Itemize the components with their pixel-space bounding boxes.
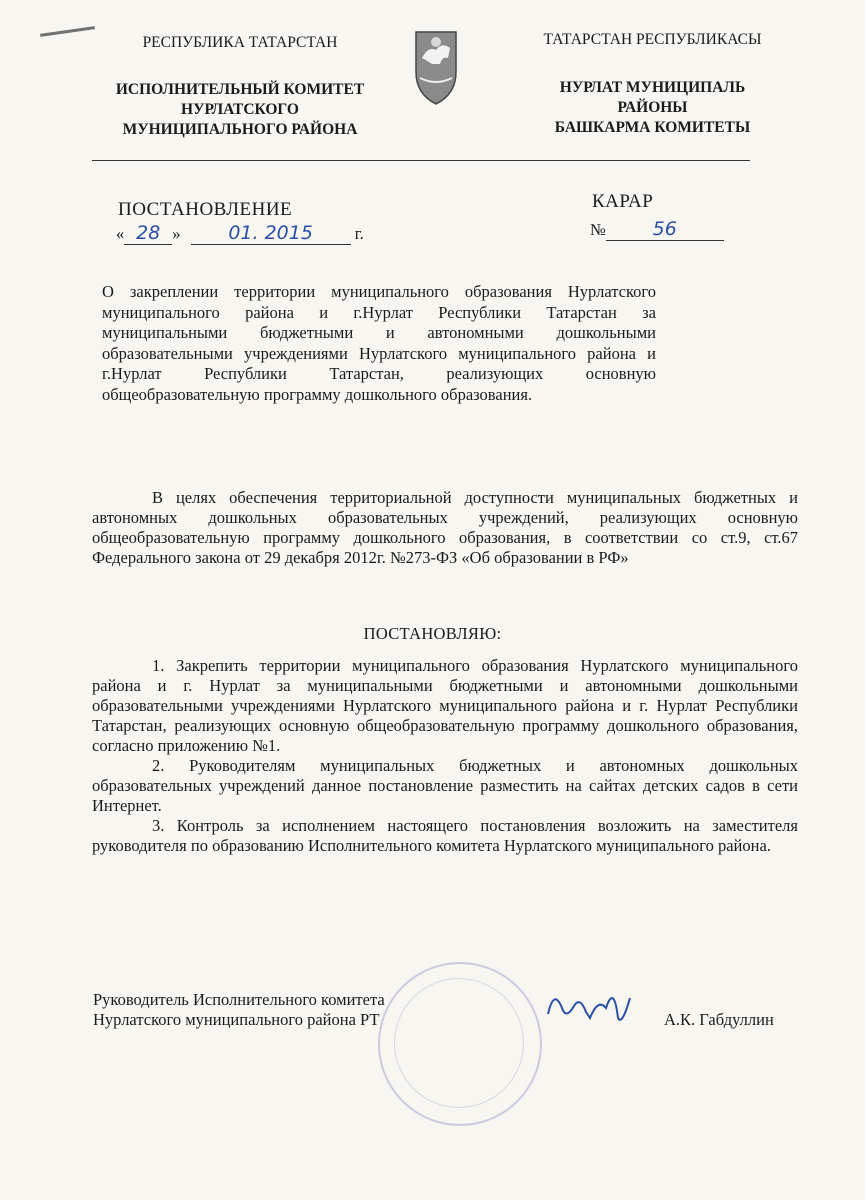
date-suffix: г. (354, 224, 364, 243)
header-right-republic: ТАТАРСТАН РЕСПУБЛИКАСЫ (543, 31, 762, 48)
decree-item: 1. Закрепить территории муниципального образования Нурлатского муниципального района и г. Нурлат за муниципальными бюджетными и автономными дошкольными образовательными учреждениями Нурлатского муниципального района и г. Нурлат Республики Татарстан, реализующих основную общеобразовательную программу дошкольного образования, согласно приложению №1. (92, 656, 798, 755)
decree-item: 2. Руководителям муниципальных бюджетных и автономных дошкольных образовательных учреждений данное постановление разместить на сайтах детских садов в сети Интернет. (92, 756, 798, 815)
number-prefix: № (590, 220, 606, 239)
coat-of-arms-icon (412, 28, 460, 106)
header-right-org-line: БАШКАРМА КОМИТЕТЫ (554, 119, 751, 136)
scan-mark (40, 26, 95, 37)
header-divider (92, 160, 750, 161)
header-right-org-line: НУРЛАТ МУНИЦИПАЛЬ (559, 79, 746, 96)
decree-title: О закреплении территории муниципального образования Нурлатского муниципального района и г.Нурлат Республики Татарстан за муниципальными бюджетными и автономными дошкольными образовательными учреждениями Нурлатского муниципального района и г.Нурлат Республики Татарстан, реализующих основную общеобразовательную программу дошкольного образования. (102, 282, 656, 404)
signatory-position-line: Нурлатского муниципального района РТ (93, 1010, 380, 1029)
decree-item: 3. Контроль за исполнением настоящего постановления возложить на заместителя руководителя по образованию Исполнительного комитета Нурлатского муниципального района. (92, 816, 798, 855)
date-close-quote: » (172, 224, 181, 243)
decree-date (116, 222, 364, 245)
decree-number (590, 218, 724, 241)
header-left-org-line: МУНИЦИПАЛЬНОГО РАЙОНА (122, 121, 358, 138)
doc-type-right: КАРАР (592, 191, 654, 212)
signatory-position (93, 990, 385, 1030)
date-month-year: 01. 2015 (191, 222, 351, 245)
signatory-position-line: Руководитель Исполнительного комитета (93, 990, 385, 1009)
header-left-org-line: НУРЛАТСКОГО (181, 101, 299, 118)
preamble-text: В целях обеспечения территориальной доступности муниципальных бюджетных и автономных дошкольных образовательных учреждений, реализующих основную общеобразовательную программу дошкольного образования, в соответствии со ст.9, ст.67 Федерального закона от 29 декабря 2012г. №273-ФЗ «Об образовании в РФ» (92, 488, 798, 567)
header-right-org (520, 78, 785, 138)
doc-type-left: ПОСТАНОВЛЕНИЕ (118, 199, 293, 220)
resolve-heading: ПОСТАНОВЛЯЮ: (363, 624, 502, 643)
date-open-quote: « (116, 224, 125, 243)
header-left-republic: РЕСПУБЛИКА ТАТАРСТАН (142, 34, 338, 51)
header-left-org-line: ИСПОЛНИТЕЛЬНЫЙ КОМИТЕТ (115, 81, 365, 98)
decree-items (92, 656, 798, 856)
handwritten-signature (540, 978, 650, 1038)
number-value: 56 (606, 218, 724, 241)
header-right-org-line: РАЙОНЫ (617, 99, 688, 116)
signatory-name: А.К. Габдуллин (664, 1010, 774, 1029)
header-left-org (80, 80, 400, 140)
official-stamp (378, 962, 542, 1126)
preamble (92, 488, 798, 568)
date-day: 28 (124, 222, 172, 245)
